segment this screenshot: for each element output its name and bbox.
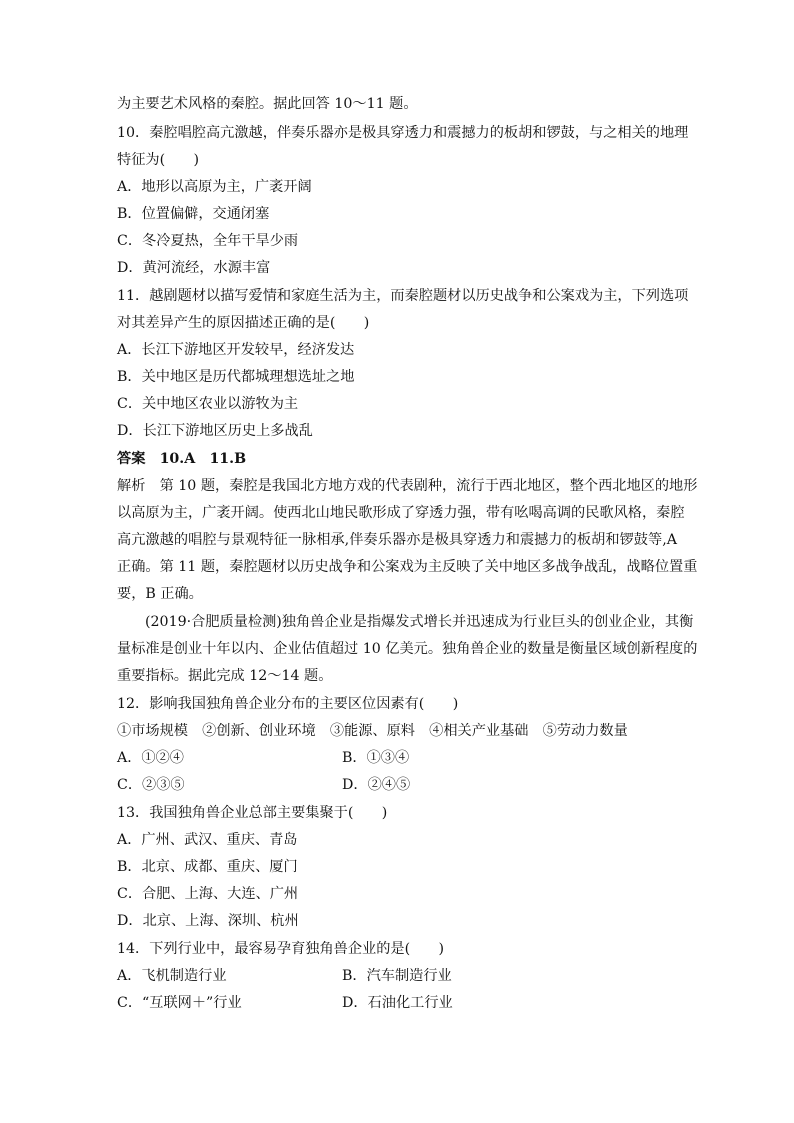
- q12-option-d: D．②④⑤: [342, 777, 411, 793]
- analysis-line: 解析 第 10 题，秦腔是我国北方地方戏的代表剧种，流行于西北地区，整个西北地区的地形: [117, 478, 698, 494]
- analysis-line: 高亢激越的唱腔与景观特征一脉相承,伴奏乐器亦是极具穿透力和震撼力的板胡和锣鼓等,A: [117, 532, 677, 548]
- q11-option-d: D．长江下游地区历史上多战乱: [117, 423, 313, 439]
- intro-12-14-line: 量标准是创业十年以内、企业估值超过 10 亿美元。独角兽企业的数量是衡量区域创新程度的: [117, 641, 698, 657]
- q10-stem-line1: 10．秦腔唱腔高亢激越，伴奏乐器亦是极具穿透力和震撼力的板胡和锣鼓，与之相关的地理: [117, 125, 689, 141]
- q10-option-a: A．地形以高原为主，广袤开阔: [117, 179, 312, 195]
- q10-option-d: D．黄河流经，水源丰富: [117, 260, 271, 276]
- q13-option-a: A．广州、武汉、重庆、青岛: [117, 832, 298, 848]
- q12-option-c: C．②③⑤: [117, 777, 185, 793]
- analysis-line: 以高原为主，广袤开阔。使西北山地民歌形成了穿透力强，带有吆喝高调的民歌风格，秦腔: [117, 505, 685, 521]
- answer-10-11: 答案 10.A 11.B: [117, 451, 247, 467]
- q13-stem: 13．我国独角兽企业总部主要集聚于( ): [117, 805, 388, 821]
- q13-option-b: B．北京、成都、重庆、厦门: [117, 859, 298, 875]
- q10-option-c: C．冬冷夏热，全年干旱少雨: [117, 233, 299, 249]
- intro-12-14-line: (2019·合肥质量检测)独角兽企业是指爆发式增长并迅速成为行业巨头的创业企业，其衡: [145, 614, 694, 630]
- intro-tail: 为主要艺术风格的秦腔。据此回答 10～11 题。: [117, 96, 418, 112]
- q11-option-c: C．关中地区农业以游牧为主: [117, 396, 299, 412]
- q14-option-d: D．石油化工行业: [342, 995, 453, 1011]
- q13-option-d: D．北京、上海、深圳、杭州: [117, 913, 299, 929]
- q12-factors: ①市场规模 ②创新、创业环境 ③能源、原料 ④相关产业基础 ⑤劳动力数量: [117, 723, 628, 739]
- intro-12-14-line: 重要指标。据此完成 12～14 题。: [117, 668, 333, 684]
- q14-option-b: B．汽车制造行业: [342, 968, 452, 984]
- q14-option-a: A．飞机制造行业: [117, 968, 227, 984]
- q10-option-b: B．位置偏僻，交通闭塞: [117, 206, 270, 222]
- q11-stem-line1: 11．越剧题材以描写爱情和家庭生活为主，而秦腔题材以历史战争和公案戏为主，下列选项: [117, 288, 689, 304]
- analysis-line: 要，B 正确。: [117, 586, 203, 602]
- q14-option-c: C．“互联网＋”行业: [117, 995, 242, 1011]
- q12-option-b: B．①③④: [342, 750, 410, 766]
- analysis-line: 正确。第 11 题，秦腔题材以历史战争和公案戏为主反映了关中地区多战争战乱，战略位置重: [117, 559, 698, 575]
- q11-stem-line2: 对其差异产生的原因描述正确的是( ): [117, 315, 370, 331]
- q13-option-c: C．合肥、上海、大连、广州: [117, 886, 299, 902]
- q12-stem: 12．影响我国独角兽企业分布的主要区位因素有( ): [117, 696, 459, 712]
- q14-stem: 14．下列行业中，最容易孕育独角兽企业的是( ): [117, 941, 445, 957]
- q11-option-a: A．长江下游地区开发较早，经济发达: [117, 342, 355, 358]
- q10-stem-line2: 特征为( ): [117, 152, 200, 168]
- q12-option-a: A．①②④: [117, 750, 184, 766]
- q11-option-b: B．关中地区是历代都城理想选址之地: [117, 369, 355, 385]
